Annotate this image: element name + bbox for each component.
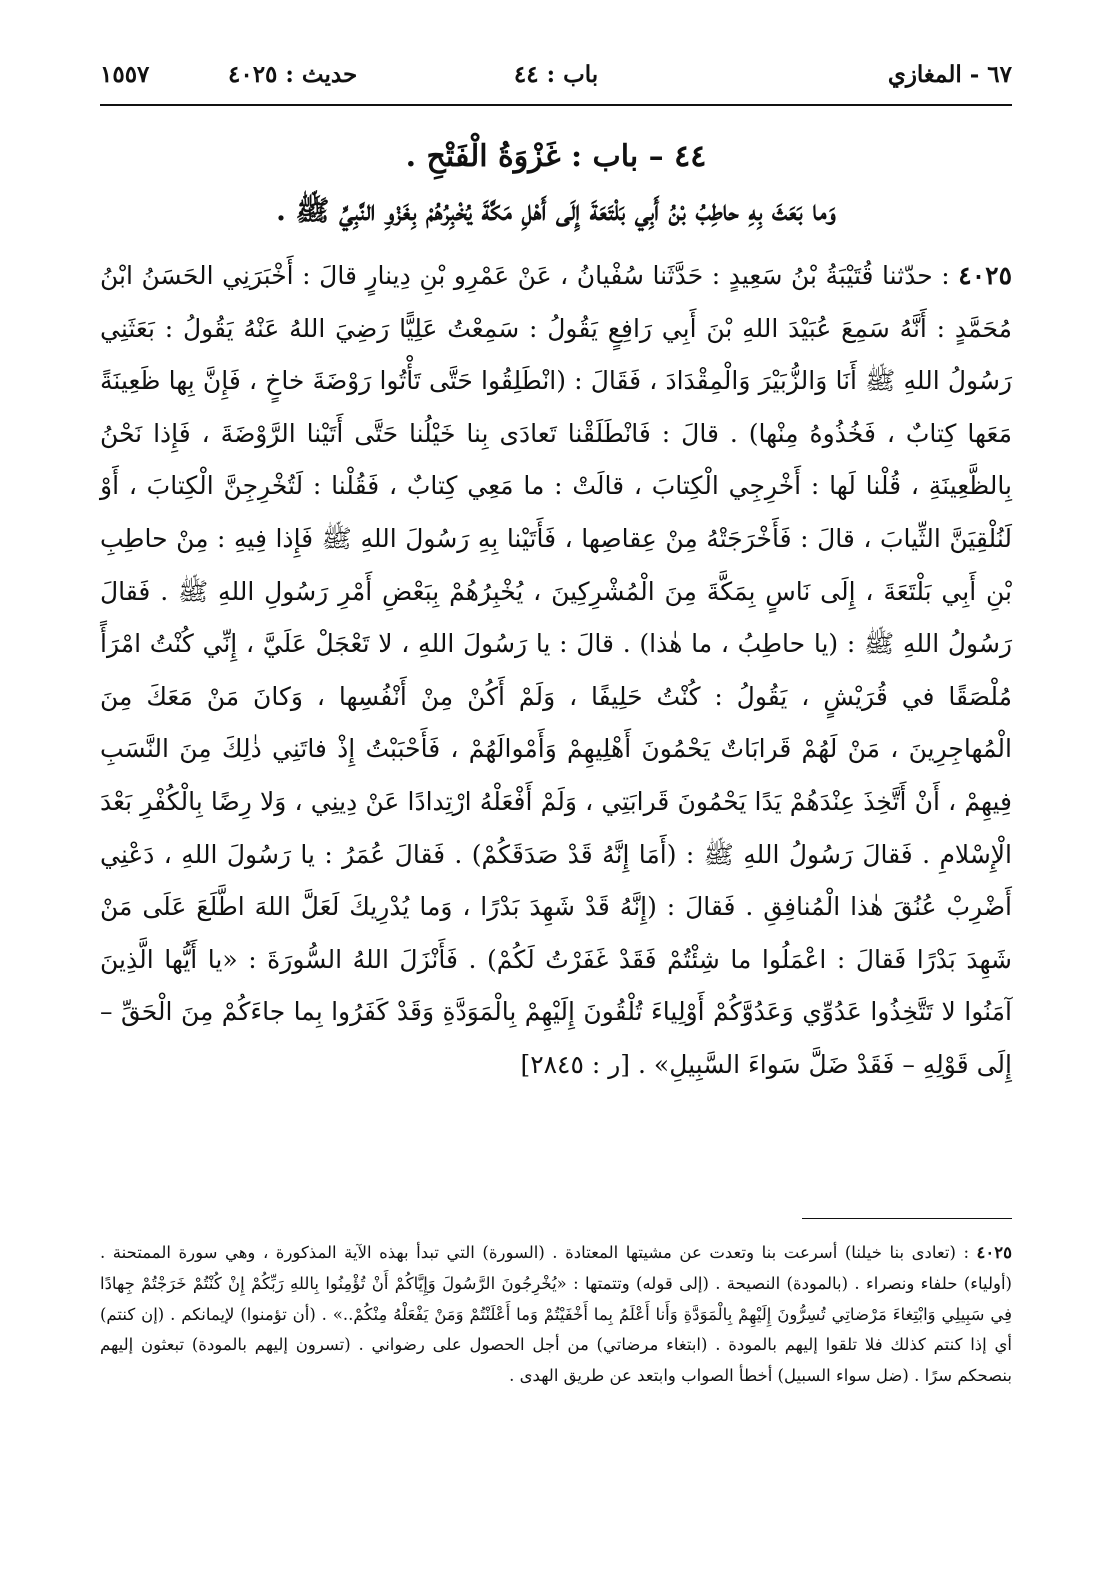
chapter-subtitle: وَما بَعَثَ بِهِ حاطِبُ بْنُ أَبِي بَلْتَعَةَ إِلَى أَهْلِ مَكَّةَ يُخْبِرُهُمْ بِغَزْوِ النَّبِيِّ ﷺ . [276, 194, 836, 227]
header-chapter-number: باب : ٤٤ [513, 61, 599, 88]
header-divider [100, 104, 1012, 106]
hadith-body: : حدّثنا قُتَيْبَةُ بْنُ سَعِيدٍ : حَدَّثَنا سُفْيانُ ، عَنْ عَمْرِو بْنِ دِينارٍ قالَ : أَخْبَرَنِي الحَسَنُ ابْنُ مُحَمَّدٍ : أَنَّهُ سَمِعَ عُبَيْدَ اللهِ بْنَ أَبِي رَافِعٍ يَقُولُ : سَمِعْتُ عَلِيًّا رَضِيَ اللهُ عَنْهُ يَقُولُ : بَعَثَنِي رَسُولُ اللهِ ﷺ أَنَا وَالزُّبَيْرَ وَالْمِقْدَادَ ، فَقَالَ : (انْطَلِقُوا حَتَّى تَأْتُوا رَوْضَةَ خاخٍ ، فَإِنَّ بِها ظَعِينَةً مَعَها كِتابٌ ، فَخُذُوهُ مِنْها) . قالَ : فَانْطَلَقْنا تَعادَى بِنا خَيْلُنا حَتَّى أَتَيْنا الرَّوْضَةَ ، فَإِذا نَحْنُ بِالظَّعِينَةِ ، قُلْنا لَها : أَخْرِجِي الْكِتابَ ، قالَتْ : ما مَعِي كِتابٌ ، فَقُلْنا : لَتُخْرِجِنَّ الْكِتابَ ، أَوْ لَنُلْقِيَنَّ الثِّيابَ ، قالَ : فَأَخْرَجَتْهُ مِنْ عِقاصِها ، فَأَتَيْنا بِهِ رَسُولَ اللهِ ﷺ فَإِذا فِيهِ : مِنْ حاطِبِ بْنِ أَبِي بَلْتَعَةَ ، إِلَى نَاسٍ بِمَكَّةَ مِنَ الْمُشْرِكِينَ ، يُخْبِرُهُمْ بِبَعْضِ أَمْرِ رَسُولِ اللهِ ﷺ . فَقالَ رَسُولُ اللهِ ﷺ : (يا حاطِبُ ، ما هٰذا) . قالَ : يا رَسُولَ اللهِ ، لا تَعْجَلْ عَلَيَّ ، إِنِّي كُنْتُ امْرَأً مُلْصَقًا في قُرَيْشٍ ، يَقُولُ : كُنْتُ حَلِيفًا ، وَلَمْ أَكُنْ مِنْ أَنْفُسِها ، وَكانَ مَنْ مَعَكَ مِنَ الْمُهاجِرِينَ ، مَنْ لَهُمْ قَرابَاتٌ يَحْمُونَ أَهْلِيهِمْ وَأَمْوالَهُمْ ، فَأَحْبَبْتُ إِذْ فاتَنِي ذٰلِكَ مِنَ النَّسَبِ فِيهِمْ ، أَنْ أَتَّخِذَ عِنْدَهُمْ يَدًا يَحْمُونَ قَرابَتِي ، وَلَمْ أَفْعَلْهُ ارْتِدادًا عَنْ دِينِي ، وَلا رِضًا بِالْكُفْرِ بَعْدَ الْإِسْلامِ . فَقالَ رَسُولُ اللهِ ﷺ : (أَمَا إِنَّهُ قَدْ صَدَقَكُمْ) . فَقالَ عُمَرُ : يا رَسُولَ اللهِ ، دَعْنِي أَضْرِبْ عُنُقَ هٰذا الْمُنافِقِ . فَقالَ : (إِنَّهُ قَدْ شَهِدَ بَدْرًا ، وَما يُدْرِيكَ لَعَلَّ اللهَ اطَّلَعَ عَلَى مَنْ شَهِدَ بَدْرًا فَقالَ : اعْمَلُوا ما شِئْتُمْ فَقَدْ غَفَرْتُ لَكُمْ) . فَأَنْزَلَ اللهُ السُّورَةَ : «يا أَيُّها الَّذِينَ آمَنُوا لا تَتَّخِذُوا عَدُوِّي وَعَدُوَّكُمْ أَوْلِياءَ تُلْقُونَ إِلَيْهِمْ بِالْمَوَدَّةِ وَقَدْ كَفَرُوا بِما جاءَكُمْ مِنَ الْحَقِّ – إِلَى قَوْلِهِ – فَقَدْ ضَلَّ سَواءَ السَّبِيلِ» . [ر : ٢٨٤٥] [100, 261, 1012, 1079]
footnote-divider [802, 1218, 1012, 1219]
header-book-title: ٦٧ - المغازي [887, 61, 1012, 88]
hadith-text [100, 250, 1012, 1092]
header-hadith-number: حديث : ٤٠٢٥ [228, 61, 358, 88]
chapter-title: ٤٤ – باب : غَزْوَةُ الْفَتْحِ . [405, 139, 707, 174]
chapter-heading [100, 130, 1012, 238]
footnote [100, 1238, 1012, 1392]
page-number: ١٥٥٧ [100, 61, 150, 88]
hadith-number: ٤٠٢٥ [958, 261, 1012, 290]
footnote-body: : (تعادى بنا خيلنا) أسرعت بنا وتعدت عن مشيتها المعتادة . (السورة) التي تبدأ بهذه الآية المذكورة ، وهي سورة الممتحنة . (أولياء) حلفاء ونصراء . (بالمودة) النصيحة . (إلى قوله) وتتمتها : «يُخْرِجُونَ الرَّسُولَ وَإِيَّاكُمْ أَنْ تُؤْمِنُوا بِاللهِ رَبِّكُمْ إِنْ كُنْتُمْ خَرَجْتُمْ جِهادًا فِي سَبِيلِي وَابْتِغاءَ مَرْضاتِي تُسِرُّونَ إِلَيْهِمْ بِالْمَوَدَّةِ وَأَنا أَعْلَمُ بِما أَخْفَيْتُمْ وَما أَعْلَنْتُمْ وَمَنْ يَفْعَلْهُ مِنْكُمْ..» . (أن تؤمنوا) لإيمانكم . (إن كنتم) أي إذا كنتم كذلك فلا تلقوا إليهم بالمودة . (ابتغاء مرضاتي) من أجل الحصول على رضواني . (تسرون إليهم بالمودة) تبعثون إليهم بنصحكم سرًا . (ضل سواء السبيل) أخطأ الصواب وابتعد عن طريق الهدى . [100, 1243, 1012, 1386]
footnote-number: ٤٠٢٥ [976, 1243, 1012, 1262]
running-header [100, 58, 1012, 98]
